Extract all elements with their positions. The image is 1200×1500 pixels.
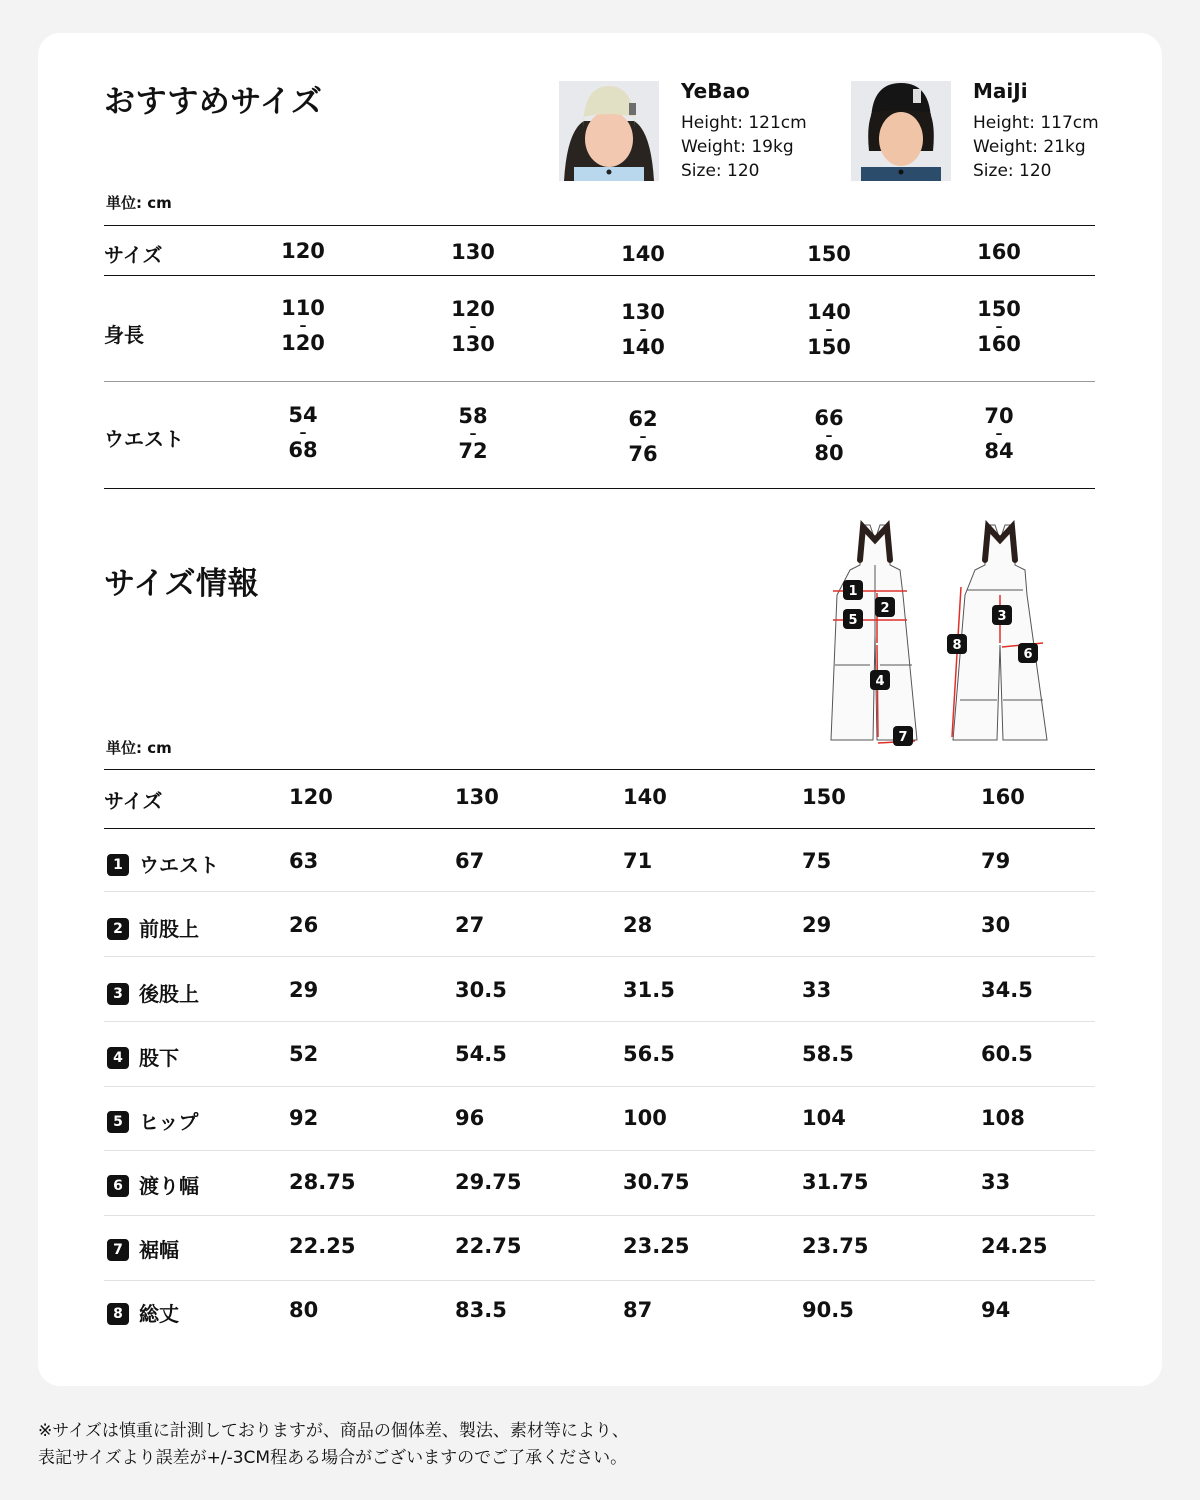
svg-text:1: 1 [848, 584, 858, 599]
row-label: ウエスト [139, 853, 219, 877]
size-header: 140 [623, 785, 667, 809]
model-height: Height: 117cm [973, 113, 1099, 133]
table-bottom-divider [104, 488, 1095, 489]
row-label-waist: ウエスト [104, 427, 184, 451]
row-divider [104, 956, 1095, 957]
table-top-divider [104, 225, 1095, 226]
size-header: 140 [621, 242, 665, 266]
row-divider [104, 1150, 1095, 1151]
size-header: 120 [281, 239, 325, 263]
marker-badge: 5 [107, 1111, 129, 1133]
row-label: 渡り幅 [139, 1174, 199, 1198]
marker-badge: 1 [107, 854, 129, 876]
model-weight: Weight: 21kg [973, 137, 1086, 157]
svg-text:8: 8 [952, 638, 962, 653]
recommended-size-title: おすすめサイズ [104, 84, 323, 120]
row-label-height: 身長 [104, 323, 144, 347]
model-name: YeBao [681, 79, 750, 103]
model-photo [559, 81, 659, 181]
size-info-unit-label: 単位: cm [106, 739, 172, 757]
marker-badge: 4 [107, 1047, 129, 1069]
overalls-diagram-icon [815, 515, 1065, 755]
size-header: 130 [451, 240, 495, 264]
size-header: 130 [455, 785, 499, 809]
waist-range: 62 – 76 [628, 407, 658, 466]
height-range: 110 – 120 [281, 296, 325, 355]
model-size: Size: 120 [973, 161, 1052, 181]
row-divider [104, 1280, 1095, 1281]
waist-range: 70 – 84 [984, 404, 1014, 463]
row-label: 裾幅 [139, 1238, 179, 1262]
height-range: 150 – 160 [977, 297, 1021, 356]
recommended-header-label: サイズ [104, 243, 163, 267]
size-info-header-label: サイズ [104, 789, 163, 813]
svg-text:7: 7 [898, 730, 908, 745]
table-divider [104, 275, 1095, 276]
child-portrait-icon [559, 81, 659, 181]
size-header: 150 [802, 785, 846, 809]
footnote-line-1: ※サイズは慎重に計測しておりますが、商品の個体差、製法、素材等により、 [38, 1421, 629, 1441]
recommended-unit-label: 単位: cm [106, 194, 172, 212]
svg-text:6: 6 [1023, 647, 1033, 662]
model-name: MaiJi [973, 79, 1028, 103]
row-label: 後股上 [139, 982, 199, 1006]
size-header: 120 [289, 785, 333, 809]
marker-badge: 8 [107, 1303, 129, 1325]
svg-text:4: 4 [875, 674, 885, 689]
model-weight: Weight: 19kg [681, 137, 794, 157]
marker-badge: 6 [107, 1175, 129, 1197]
svg-text:5: 5 [848, 613, 858, 628]
size-info-title: サイズ情報 [104, 566, 260, 602]
marker-badge: 3 [107, 983, 129, 1005]
marker-badge: 2 [107, 918, 129, 940]
row-label: ヒップ [139, 1110, 199, 1134]
row-divider [104, 1215, 1095, 1216]
height-range: 120 – 130 [451, 297, 495, 356]
height-range: 130 – 140 [621, 300, 665, 359]
row-label: 前股上 [139, 917, 199, 941]
model-height: Height: 121cm [681, 113, 807, 133]
table-divider [104, 381, 1095, 382]
svg-text:3: 3 [997, 609, 1007, 624]
row-divider [104, 1086, 1095, 1087]
marker-badge: 7 [107, 1239, 129, 1261]
table-divider [104, 828, 1095, 829]
child-portrait-icon [851, 81, 951, 181]
waist-range: 66 – 80 [814, 406, 844, 465]
overalls-measurement-diagram [815, 515, 1065, 755]
row-divider [104, 1021, 1095, 1022]
row-label: 総丈 [139, 1302, 179, 1326]
waist-range: 58 – 72 [458, 404, 488, 463]
row-divider [104, 891, 1095, 892]
height-range: 140 – 150 [807, 300, 851, 359]
size-header: 160 [977, 240, 1021, 264]
row-label: 股下 [139, 1046, 179, 1070]
size-header: 150 [807, 242, 851, 266]
waist-range: 54 – 68 [288, 403, 318, 462]
footnote-line-2: 表記サイズより誤差が+/-3CM程ある場合がございますのでご了承ください。 [38, 1448, 628, 1468]
table-top-divider [104, 769, 1095, 770]
svg-text:2: 2 [880, 601, 890, 616]
model-photo [851, 81, 951, 181]
model-size: Size: 120 [681, 161, 760, 181]
size-header: 160 [981, 785, 1025, 809]
